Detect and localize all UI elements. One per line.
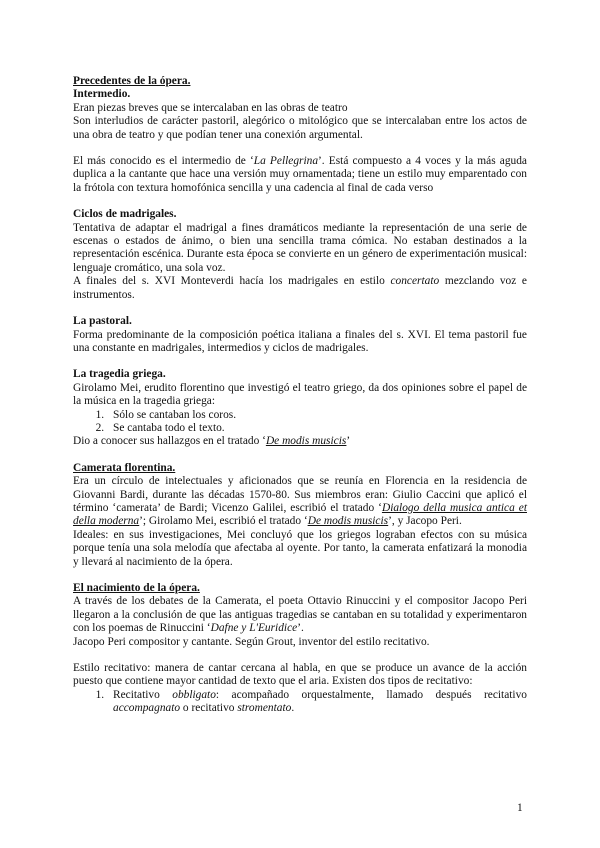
text: ’. — [297, 622, 304, 635]
work-title-de-modis: De modis musicis — [265, 435, 347, 448]
text: mezclando voz e instrumentos. — [73, 275, 527, 301]
text: ’ — [346, 435, 351, 448]
section-title-camerata: Camerata florentina. — [73, 461, 176, 474]
subheading-ciclos: Ciclos de madrigales. — [73, 208, 177, 221]
section-title-precedentes: Precedentes de la ópera. — [73, 75, 191, 87]
text: A través de los debates de la Camerata, el poeta Ottavio Rinuccini y el compositor Jacopo Peri llegaron a la conclusión de que las antiguas tragedias se cantaban en su totalidad y experimentaron con los poemas de Rinuccini ‘ — [73, 595, 527, 635]
section-title-nacimiento: El nacimiento de la ópera. — [73, 582, 200, 594]
page-content — [73, 75, 527, 716]
text: ’, y Jacopo Peri. — [388, 515, 462, 528]
list-recitativo — [73, 689, 527, 716]
term-accompagnato: accompagnato — [113, 702, 181, 715]
subheading-pastoral: La pastoral. — [73, 315, 132, 328]
list-item: 2. Se cantaba todo el texto. — [107, 422, 527, 435]
text: ’; Girolamo Mei, escribió el tratado ‘ — [139, 515, 308, 528]
text: o recitativo — [180, 702, 238, 715]
text: El más conocido es el intermedio de ‘ — [73, 155, 254, 168]
paragraph-mei: Girolamo Mei, erudito florentino que investigó el teatro griego, da dos opiniones sobre el papel de la música en la tragedia griega: — [73, 381, 527, 408]
term-obbligato: obbligato — [172, 688, 216, 701]
paragraph-camerata — [73, 475, 527, 529]
list-item: 1. Sólo se cantaban los coros. — [107, 409, 527, 422]
text: Era un círculo de intelectuales y aficionados que se reunía en Florencia en la residencia de Giovanni Bardi, durante las décadas 1570-80. Sus miembros eran: Giulio Caccini que aplicó el término ‘camerata’ de Bardi; Vicenzo Galilei, escribió el tratado ‘ — [73, 475, 527, 514]
term-stromentato: stromentato — [237, 702, 292, 715]
work-title-dialogo: Dialogo della musica antica et della moderna — [73, 501, 527, 528]
paragraph-monteverdi — [73, 275, 527, 302]
list-item — [107, 689, 527, 716]
subheading-intermedio: Intermedio. — [73, 88, 131, 101]
paragraph-intermedio-def: Eran piezas breves que se intercalaban en las obras de teatro — [73, 101, 348, 114]
subheading-tragedia: La tragedia griega. — [73, 368, 166, 381]
text: Dio a conocer sus hallazgos en el tratado ‘ — [73, 435, 266, 448]
work-title-dafne: Dafne y L'Euridice — [210, 622, 298, 635]
work-title-de-modis: De modis musicis — [307, 515, 389, 528]
text: A finales del s. XVI Monteverdi hacía los madrigales en estilo — [73, 275, 391, 288]
paragraph-ideales: Ideales: en sus investigaciones, Mei concluyó que los griegos lograban efectos con su música porque tenía una sola melodía que afectaba al oyente. Por tanto, la camerata enfatizará la monodia y llevará al nacimiento de la ópera. — [73, 528, 527, 568]
text: Recitativo — [113, 688, 173, 701]
text: : acompañado orquestalmente, llamado después recitativo — [215, 688, 527, 701]
page-number: 1 — [517, 802, 523, 814]
list-opiniones — [73, 409, 527, 436]
paragraph-peri: Jacopo Peri compositor y cantante. Según Grout, inventor del estilo recitativo. — [73, 635, 430, 648]
paragraph-rinuccini — [73, 595, 527, 635]
work-title-pellegrina: La Pellegrina — [253, 155, 319, 168]
paragraph-tratado — [73, 435, 527, 448]
paragraph-ciclos-def: Tentativa de adaptar el madrigal a fines dramáticos mediante la representación de una serie de escenas o estados de ánimo, o bien una sencilla trama cómica. No estaban destinados a la representación escénica. Durante esta época se convierte en un género de experimentación musical: lenguaje cromático, una sola voz. — [73, 221, 527, 274]
paragraph-pastoral: Forma predominante de la composición poética italiana a finales del s. XVI. El tema pastoril fue una constante en madrigales, intermedios y ciclos de madrigales. — [73, 328, 527, 354]
paragraph-pellegrina — [73, 155, 527, 195]
paragraph-recitativo: Estilo recitativo: manera de cantar cercana al habla, en que se produce un avance de la acción puesto que contiene mayor cantidad de texto que el aria. Existen dos tipos de recitativo: — [73, 662, 527, 688]
text: . — [291, 702, 295, 715]
paragraph-intermedio-interludios: Son interludios de carácter pastoril, alegórico o mitológico que se intercalaban entre los actos de una obra de teatro y que podían tener una conexión argumental. — [73, 115, 527, 141]
term-concertato: concertato — [390, 275, 440, 288]
text: ’. Está compuesto a 4 voces y la más aguda duplica a la cantante que hace una versión muy ornamentada; tiene un estilo muy emparentado con la frótola con textura homofónica sencilla y una cadencia al final de cada verso — [73, 155, 527, 194]
